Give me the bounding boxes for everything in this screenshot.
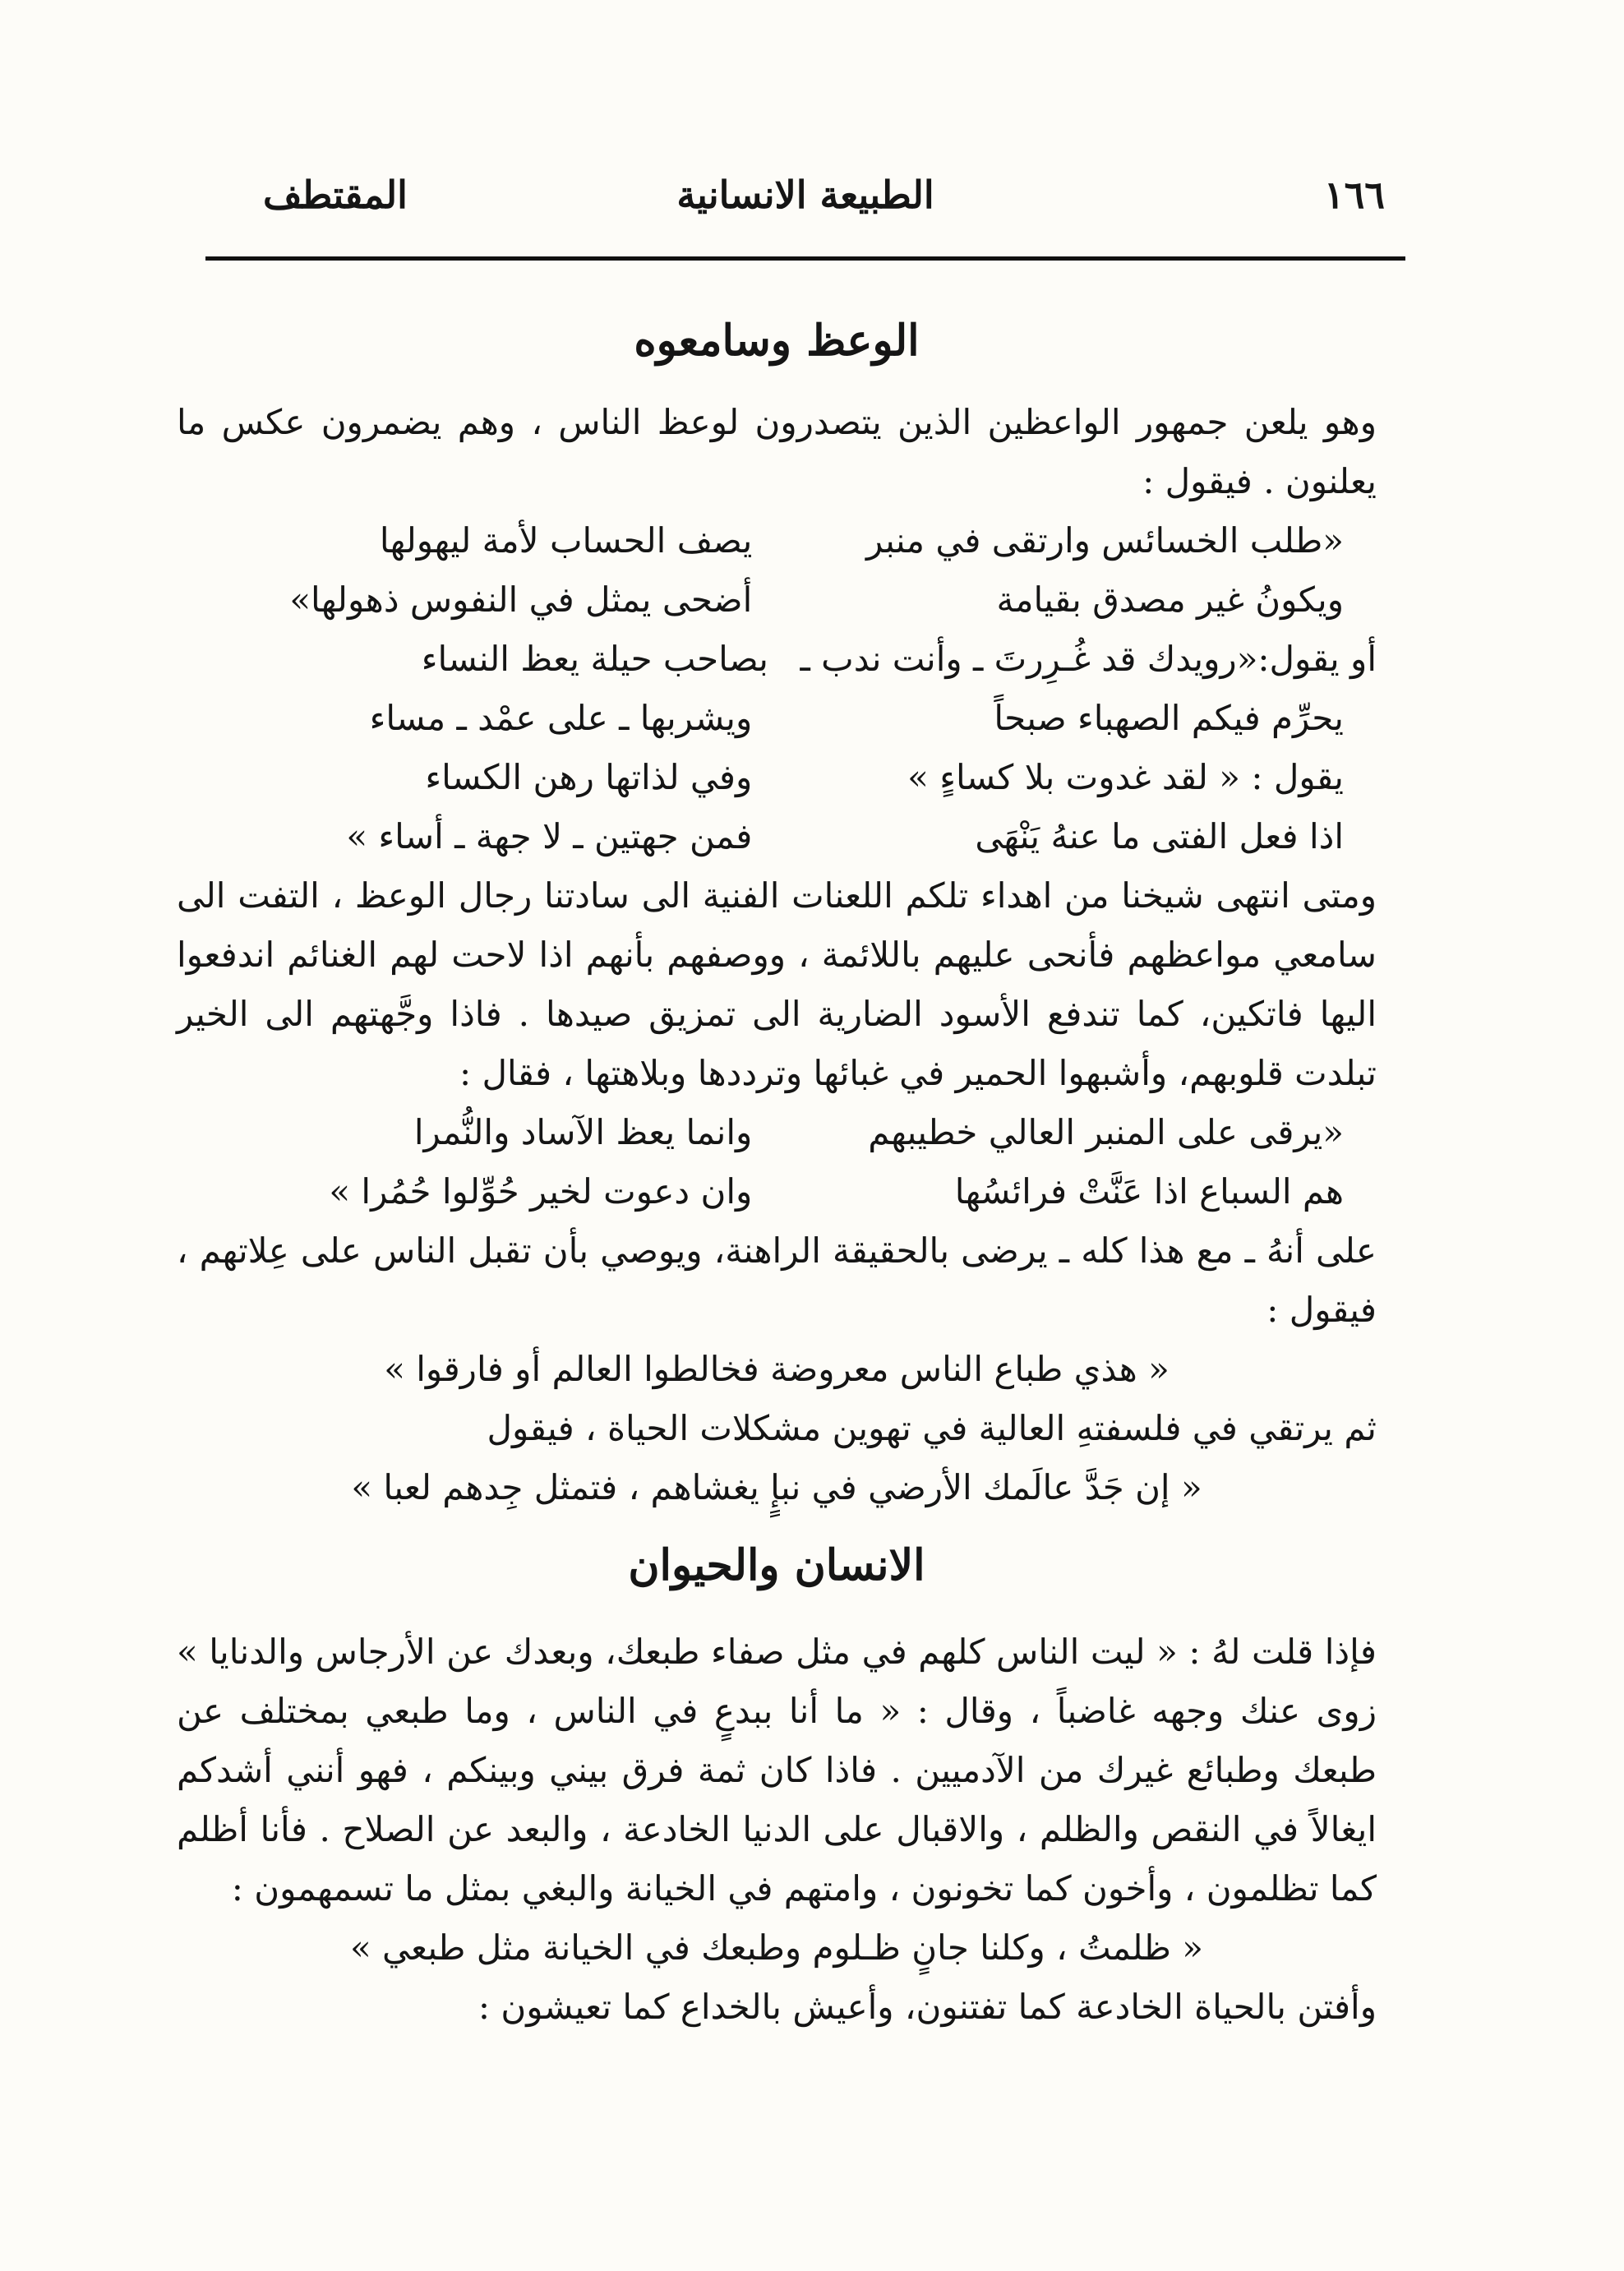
verse-first-hemistich: هم السباع اذا عَنَّتْ فرائسُها: [954, 1171, 1344, 1212]
verse-second-hemistich: وفي لذاتها رهن الكساء: [425, 757, 753, 797]
verse-first-hemistich: «طلب الخسائس وارتقى في منبر: [865, 520, 1344, 561]
single-verse: « هذي طباع الناس معروضة فخالطوا العالم أو فارقوا »: [384, 1349, 1170, 1389]
verse-line: [177, 1103, 1377, 1162]
paragraph: ومتى انتهى شيخنا من اهداء تلكم اللعنات الفنية الى سادتنا رجال الوعظ ، التفت الى سامعي مواعظهم فأنحى عليهم باللائمة ، ووصفهم بأنهم اذا لاحت لهم الغنائم اندفعوا اليها فاتكين، كما تندفع الأسود الضارية الى تمزيق صيدها . فاذا وجَّهتهم الى الخير تبلدت قلوبهم، وأشبهوا الحمير في غبائها وترددها وبلاهتها ، فقال :: [177, 875, 1377, 1093]
journal-name: المقتطف: [263, 173, 408, 217]
page-header: [205, 164, 1405, 230]
running-title: الطبيعة الانسانية: [676, 173, 934, 217]
verse-first-hemistich: أو يقول:«رويدك قد غُـرِرتَ ـ وأنت ندب ـ: [800, 639, 1377, 679]
paragraph: فإذا قلت لهُ : « ليت الناس كلهم في مثل صفاء طبعك، وبعدك عن الأرجاس والدنايا » زوى عنك وجهه غاضباً ، وقال : « ما أنا ببدعٍ في الناس ، وما طبعي بمختلف عن طبعك وطبائع غيرك من الآدميين . فاذا كان ثمة فرق بيني وبينكم ، فهو أنني أشدكم ايغالاً في النقص والظلم ، والاقبال على الدنيا الخادعة ، والبعد عن الصلاح . فأنا أظلم كما تظلمون ، وأخون كما تخونون ، وامتهم في الخيانة والبغي بمثل ما تسمهمون :: [177, 1632, 1377, 1909]
single-verse: « ظلمتُ ، وكلنا جانٍ ظـلوم وطبعك في الخيانة مثل طبعي »: [350, 1927, 1203, 1968]
verse-line: [177, 1162, 1377, 1221]
verse-line: [177, 689, 1377, 748]
verse-second-hemistich: يصف الحساب لأمة ليهولها: [379, 520, 753, 561]
verse-second-hemistich: فمن جهتين ـ لا جهة ـ أساء »: [346, 816, 753, 856]
poem-block: [177, 511, 1377, 866]
verse-first-hemistich: يقول : « لقد غدوت بلا كساءٍ »: [907, 757, 1344, 797]
header-rule: [205, 256, 1405, 261]
verse-first-hemistich: اذا فعل الفتى ما عنهُ يَنْهَى: [975, 816, 1344, 856]
page-body: [177, 304, 1377, 2037]
verse-line: [177, 630, 1377, 689]
single-verse: « إن جَدَّ عالَمك الأرضي في نبإٍ يغشاهم ، فتمثل جِدهم لعبا »: [351, 1467, 1202, 1507]
verse-first-hemistich: ويكونُ غير مصدق بقيامة: [996, 579, 1344, 620]
section-heading: الوعظ وسامعوه: [634, 316, 920, 366]
verse-line: [177, 807, 1377, 866]
paragraph: على أنهُ ـ مع هذا كله ـ يرضى بالحقيقة الراهنة، ويوصي بأن تقبل الناس على عِلاتهم ، فيقول :: [177, 1230, 1377, 1330]
verse-second-hemistich: بصاحب حيلة يعظ النساء: [421, 639, 768, 679]
verse-second-hemistich: أضحى يمثل في النفوس ذهولها»: [289, 579, 753, 620]
verse-line: [177, 748, 1377, 807]
verse-first-hemistich: يحرِّم فيكم الصهباء صبحاً: [994, 698, 1344, 738]
paragraph: ثم يرتقي في فلسفتهِ العالية في تهوين مشكلات الحياة ، فيقول: [487, 1408, 1377, 1448]
verse-first-hemistich: «يرقى على المنبر العالي خطيبهم: [868, 1112, 1344, 1152]
paragraph: وهو يلعن جمهور الواعظين الذين يتصدرون لوعظ الناس ، وهم يضمرون عكس ما يعلنون . فيقول :: [177, 402, 1377, 501]
verse-line: [177, 570, 1377, 630]
page-number: ١٦٦: [1323, 173, 1385, 217]
section-heading: الانسان والحيوان: [628, 1540, 925, 1590]
verse-second-hemistich: وان دعوت لخير حُوِّلوا حُمُرا »: [329, 1171, 753, 1212]
poem-block: [177, 1103, 1377, 1221]
verse-second-hemistich: وانما يعظ الآساد والنُّمرا: [413, 1112, 753, 1152]
verse-line: [177, 511, 1377, 570]
paragraph: وأفتن بالحياة الخادعة كما تفتنون، وأعيش بالخداع كما تعيشون :: [478, 1987, 1377, 2027]
verse-second-hemistich: ويشربها ـ على عمْد ـ مساء: [369, 698, 753, 738]
